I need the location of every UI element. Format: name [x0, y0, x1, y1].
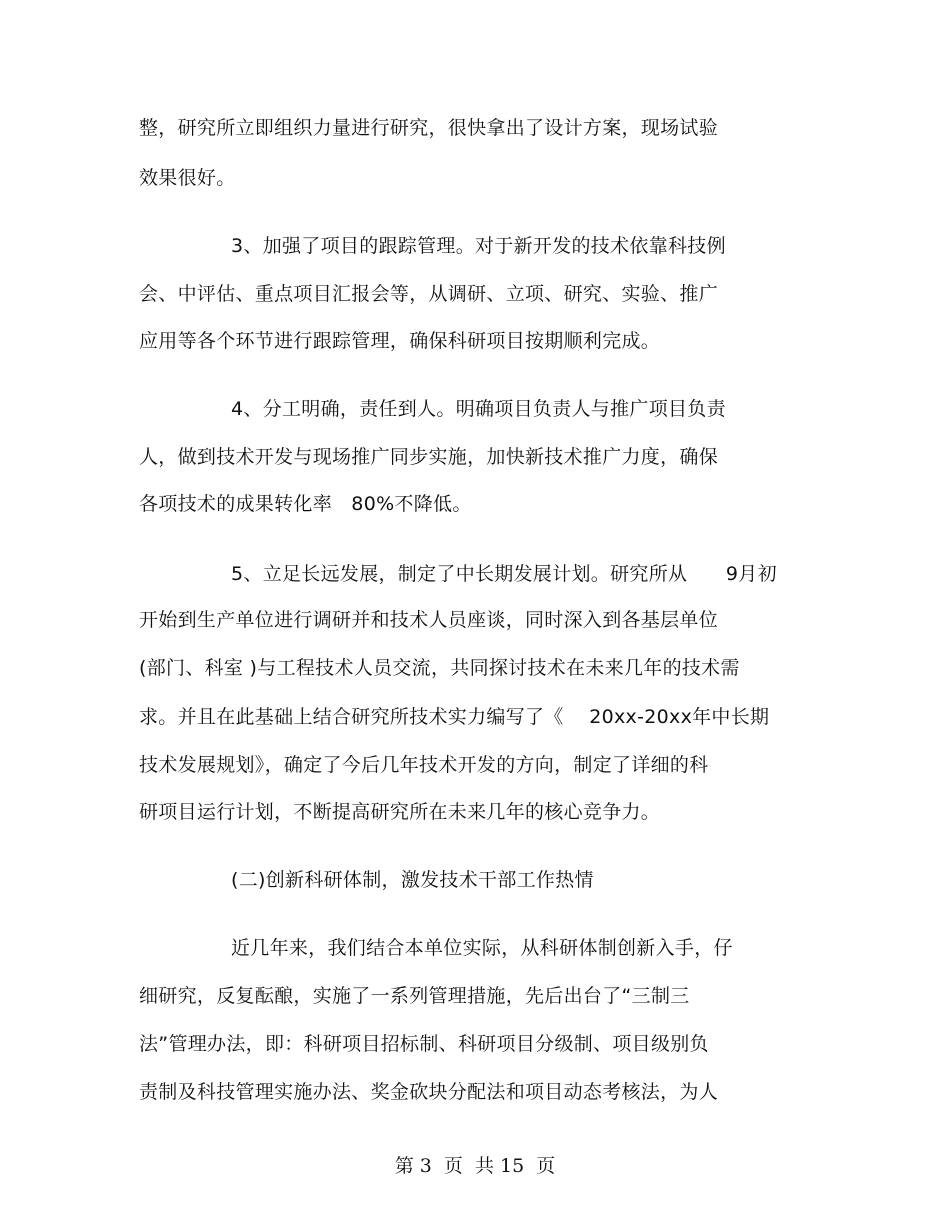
page-number-footer: 第 3 页 共 15 页	[394, 1155, 556, 1177]
paragraph-line: 各项技术的成果转化率 80%不降低。	[139, 493, 472, 515]
paragraph-line: 应用等各个环节进行跟踪管理，确保科研项目按期顺利完成。	[139, 330, 661, 352]
paragraph-line: 技术发展规划》，确定了今后几年技术开发的方向，制定了详细的科	[139, 754, 709, 776]
paragraph-line: 近几年来，我们结合本单位实际，从科研体制创新入手，仔	[231, 937, 733, 959]
paragraph-line: 研项目运行计划，不断提高研究所在未来几年的核心竞争力。	[139, 801, 661, 823]
paragraph-line: 开始到生产单位进行调研并和技术人员座谈，同时深入到各基层单位	[139, 609, 719, 631]
paragraph-line: 法”管理办法，即：科研项目招标制、科研项目分级制、项目级别负	[139, 1033, 709, 1055]
paragraph-line: 会、中评估、重点项目汇报会等，从调研、立项、研究、实验、推广	[139, 283, 719, 305]
paragraph-line: 3、加强了项目的跟踪管理。对于新开发的技术依靠科技例	[231, 235, 726, 257]
paragraph-line: 细研究，反复酝酿，实施了一系列管理措施，先后出台了“三制三	[139, 985, 690, 1007]
paragraph-line: 4、分工明确，责任到人。明确项目负责人与推广项目负责	[231, 398, 726, 420]
paragraph-line: 整，研究所立即组织力量进行研究，很快拿出了设计方案，现场试验	[139, 117, 719, 139]
paragraph-line: 人，做到技术开发与现场推广同步实施，加快新技术推广力度，确保	[139, 446, 719, 468]
paragraph-line: 求。并且在此基础上结合研究所技术实力编写了《 20xx-20xx年中长期	[139, 706, 770, 728]
paragraph-line: (部门、科室 )与工程技术人员交流，共同探讨技术在未来几年的技术需	[139, 657, 740, 679]
paragraph-line: 责制及科技管理实施办法、奖金砍块分配法和项目动态考核法，为人	[139, 1081, 719, 1103]
paragraph-line: 5、立足长远发展，制定了中长期发展计划。研究所从 9月初	[231, 563, 777, 585]
paragraph-line: 效果很好。	[139, 167, 236, 189]
section-heading: (二)创新科研体制，激发技术干部工作热情	[231, 869, 594, 891]
